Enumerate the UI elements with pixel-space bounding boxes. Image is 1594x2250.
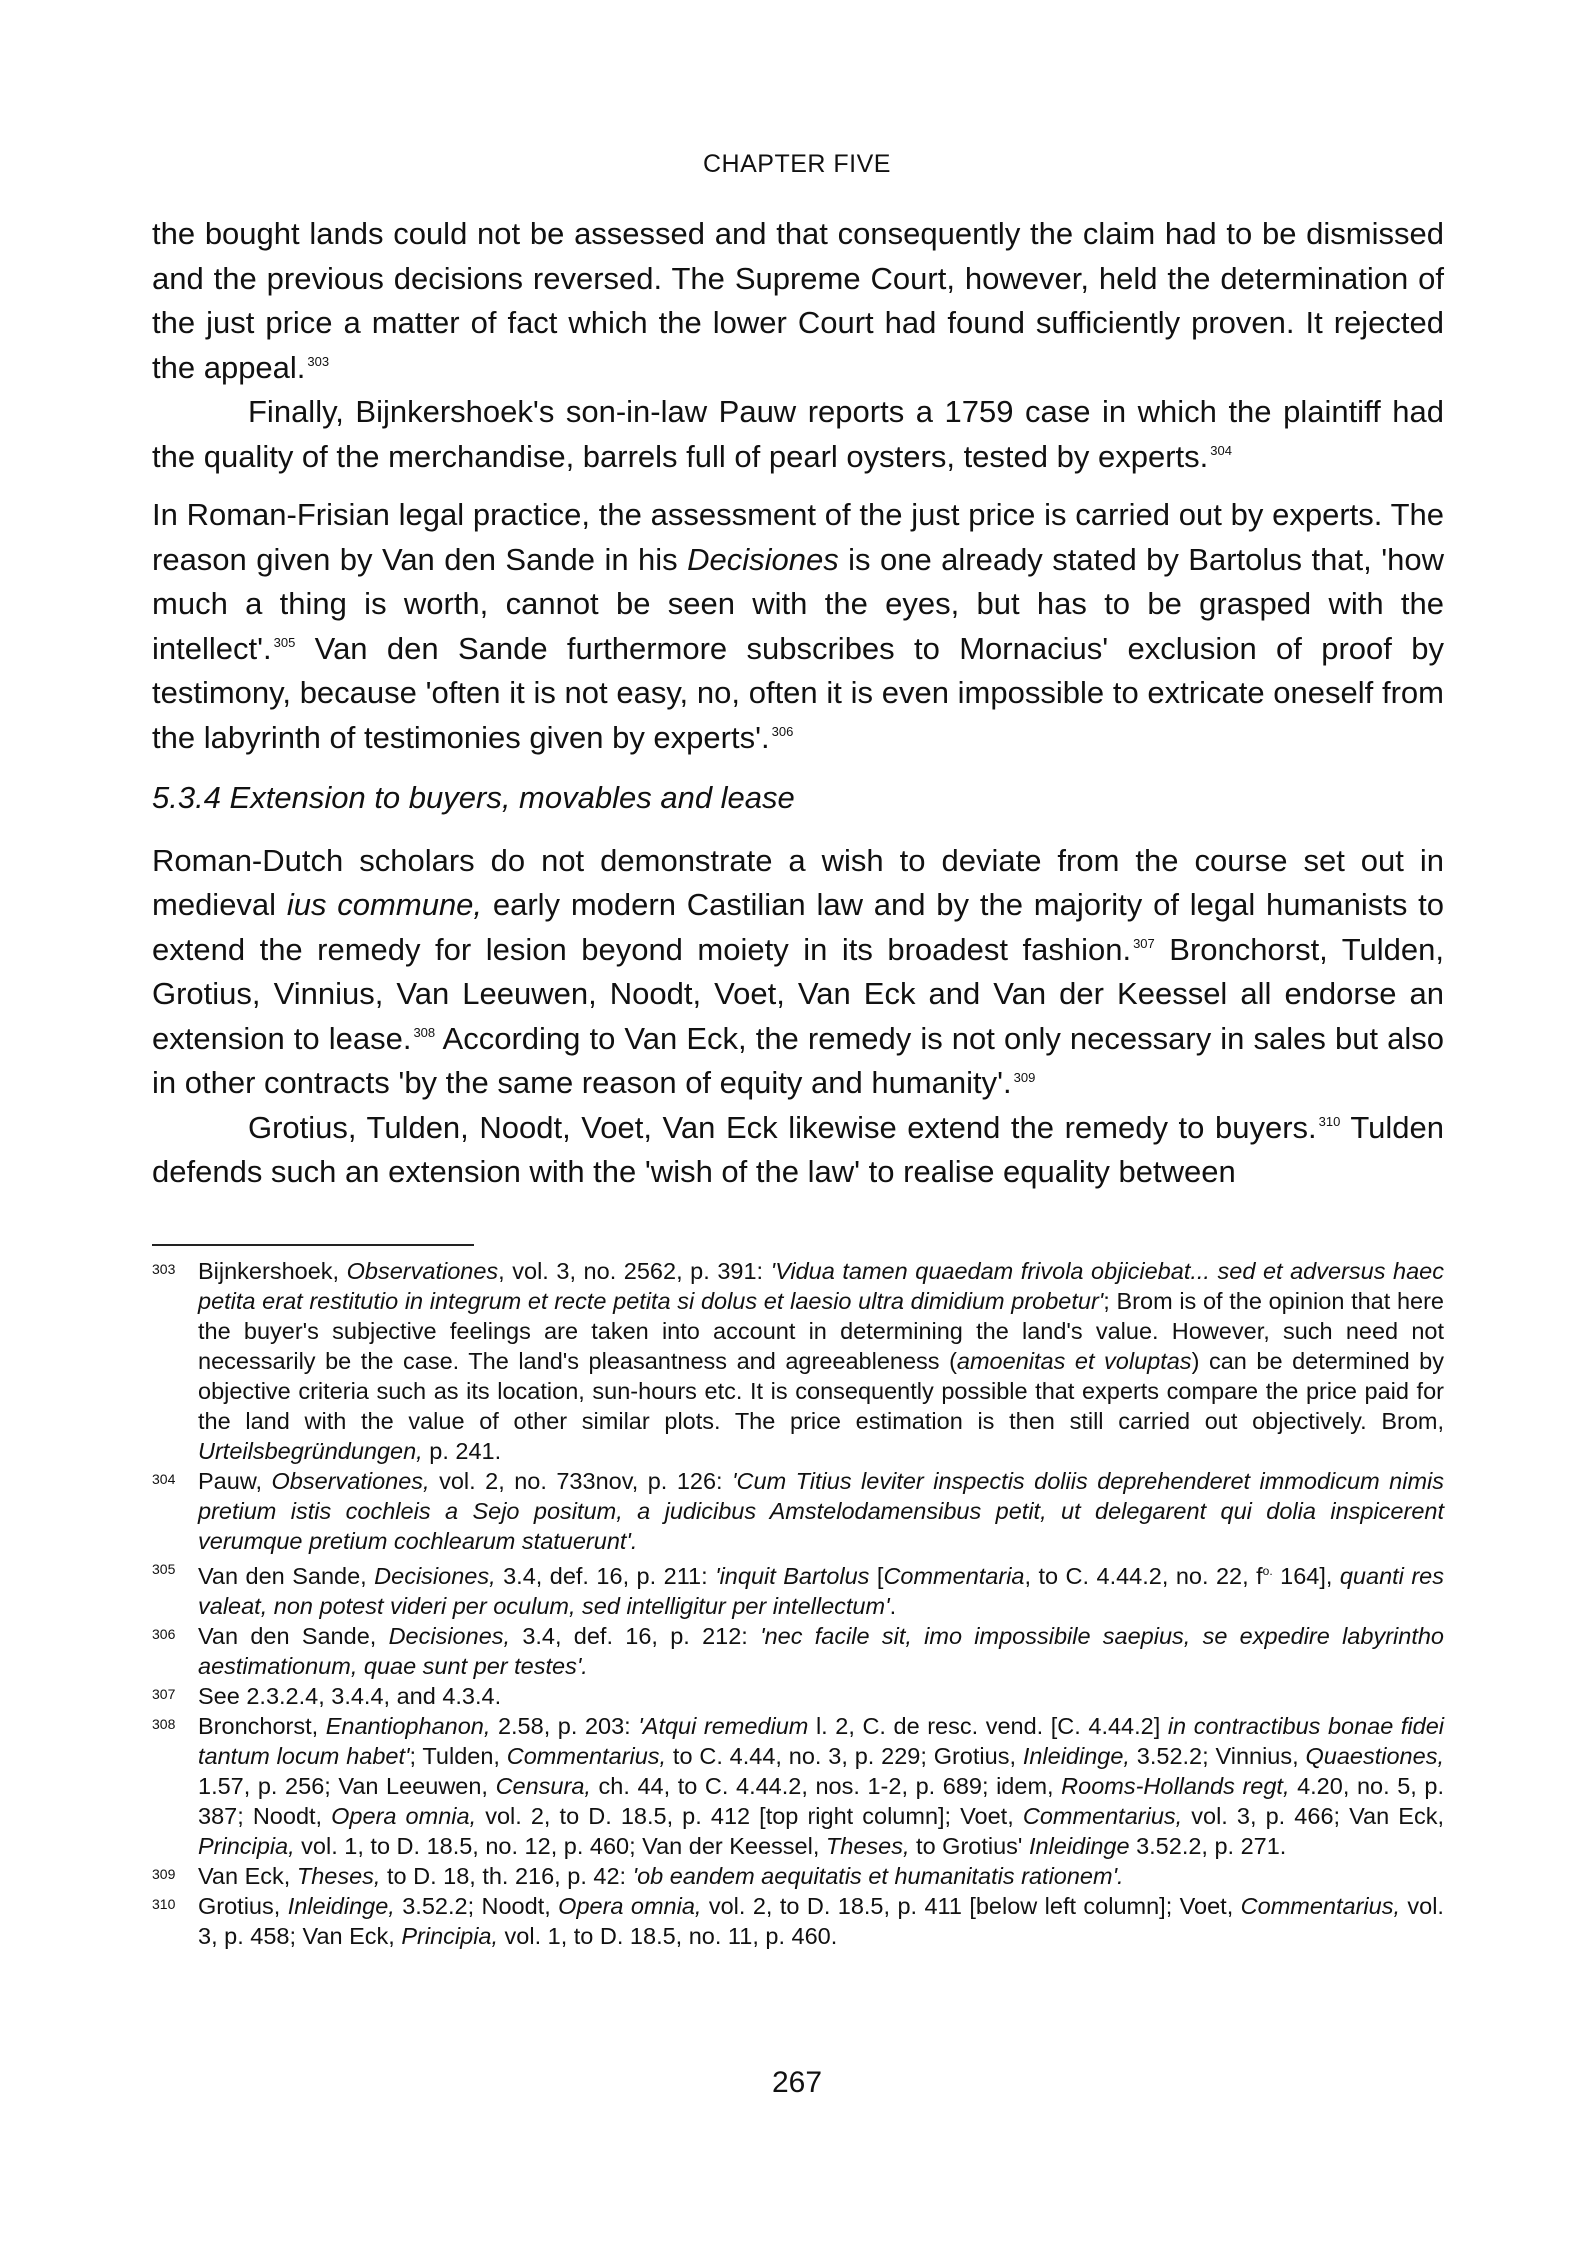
paragraph-1 xyxy=(152,212,1444,390)
running-header: CHAPTER FIVE xyxy=(703,150,891,178)
paragraph-3 xyxy=(152,493,1444,760)
footnote-number: 310 xyxy=(152,1895,176,1912)
footnote-separator xyxy=(152,1244,474,1246)
footnote-308: 308 Bronchorst, Enantiophanon, 2.58, p. 203: 'Atqui remedium l. 2, C. de resc. vend. [C. 4.44.2] in contractibus bonae fidei tantum locum habet'; Tulden, Commentarius, to C. 4.44, no. 3, p. 229; Grotius, Inleidinge, 3.52.2; Vinnius, Quaestiones, 1.57, p. 256; Van Leeuwen, Censura, ch. 44, to C. 4.44.2, nos. 1-2, p. 689; idem, Rooms-Hollands regt, 4.20, no. 5, p. 387; Noodt, Opera omnia, vol. 2, to D. 18.5, p. 412 [top right column]; Voet, Commentarius, vol. 3, p. 466; Van Eck, Principia, vol. 1, to D. 18.5, no. 12, p. 460; Van der Keessel, Theses, to Grotius' Inleidinge 3.52.2, p. 271. xyxy=(152,1711,1444,1861)
footnote-303: 303 Bijnkershoek, Observationes, vol. 3, no. 2562, p. 391: 'Vidua tamen quaedam frivola objiciebat... sed et adversus haec petita erat restitutio in integrum et recte petita si dolus et laesio ultra dimidium probetur'; Brom is of the opinion that here the buyer's subjective feelings are taken into account in determining the land's value. However, such need not necessarily be the case. The land's pleasantness and agreeableness (amoenitas et voluptas) can be determined by objective criteria such as its location, sun-hours etc. It is consequently possible that experts compare the price paid for the land with the value of other similar plots. The price estimation is then still carried out objectively. Brom, Urteilsbegründungen, p. 241. xyxy=(152,1256,1444,1466)
footnote-number: 309 xyxy=(152,1865,176,1882)
footnote-number: 304 xyxy=(152,1471,176,1487)
paragraph-2 xyxy=(152,390,1444,479)
italic-title: Decisiones xyxy=(687,541,839,577)
paragraph-text: is one already stated by Bartolus that, 'how much a thing is worth, cannot be seen with the eyes, but has to be grasped with the intellect'. xyxy=(152,541,1444,666)
footnote-number: 305 xyxy=(152,1561,176,1577)
footnote-310: 310 Grotius, Inleidinge, 3.52.2; Noodt, Opera omnia, vol. 2, to D. 18.5, p. 411 [below left column]; Voet, Commentarius, vol. 3, p. 458; Van Eck, Principia, vol. 1, to D. 18.5, no. 11, p. 460. xyxy=(152,1891,1444,1951)
footnote-ref-306[interactable]: 306 xyxy=(771,724,794,740)
footnote-ref-309[interactable]: 309 xyxy=(1013,1069,1036,1085)
paragraph-text: Tulden defends such an extension with the 'wish of the law' to realise equality between xyxy=(152,1109,1444,1189)
footnote-306: 306 Van den Sande, Decisiones, 3.4, def. 16, p. 212: 'nec facile sit, imo impossibile saepius, se expedire labyrintho aestimationum, quae sunt per testes'. xyxy=(152,1621,1444,1681)
italic-term: ius commune, xyxy=(286,887,483,922)
footnote-ref-308[interactable]: 308 xyxy=(413,1025,436,1041)
footnote-number: 308 xyxy=(152,1715,176,1732)
paragraph-text: Roman-Dutch scholars do not demonstrate a wish to deviate from the course set out in medieval xyxy=(152,842,1444,922)
footnote-number: 307 xyxy=(152,1685,176,1702)
footnote-number: 303 xyxy=(152,1261,176,1277)
footnote-ref-310[interactable]: 310 xyxy=(1318,1114,1341,1130)
paragraph-text: early modern Castilian law and by the majority of legal humanists to extend the remedy for lesion beyond moiety in its broadest fashion. xyxy=(152,887,1444,967)
footnote-305: 305 Van den Sande, Decisiones, 3.4, def. 16, p. 211: 'inquit Bartolus [Commentaria, to C. 4.44.2, no. 22, $f^{o.}$ 164], quanti res valeat, non potest videri per oculum, sed intelligitur per intellectum'. xyxy=(152,1556,1444,1621)
paragraph-text: Grotius, Tulden, Noodt, Voet, Van Eck likewise extend the remedy to buyers. xyxy=(248,1109,1317,1145)
main-text xyxy=(152,212,1444,1195)
footnote-number: 306 xyxy=(152,1625,176,1642)
paragraph-text: Van den Sande furthermore subscribes to Mornacius' exclusion of proof by testimony, because 'often it is not easy, no, often it is even impossible to extricate oneself from the labyrinth of testimonies given by experts'. xyxy=(152,630,1444,755)
footnote-ref-304[interactable]: 304 xyxy=(1210,443,1232,459)
paragraph-4 xyxy=(152,839,1444,1106)
footnote-ref-307[interactable]: 307 xyxy=(1133,936,1155,952)
paragraph-text: In Roman-Frisian legal practice, the assessment of the just price is carried out by experts. The reason given by Van den Sande in his xyxy=(152,497,1444,577)
footnote-304: 304 Pauw, Observationes, vol. 2, no. 733nov, p. 126: 'Cum Titius leviter inspectis doliis deprehenderet immodicum nimis pretium istis cochleis a Sejo positum, a judicibus Amstelodamensibus petit, ut delegarent qui dolia inspicerent verumque pretium cochlearum statuerunt'. xyxy=(152,1466,1444,1556)
footnote-307: 307 See 2.3.2.4, 3.4.4, and 4.3.4. xyxy=(152,1681,1444,1711)
paragraph-text: Finally, Bijnkershoek's son-in-law Pauw reports a 1759 case in which the plaintiff had the quality of the merchandise, barrels full of pearl oysters, tested by experts. xyxy=(152,394,1444,474)
footnote-ref-305[interactable]: 305 xyxy=(273,635,296,651)
footnotes xyxy=(152,1256,1444,1951)
paragraph-text: Bronchorst, Tulden, Grotius, Vinnius, Van Leeuwen, Noodt, Voet, Van Eck and Van der Keessel all endorse an extension to lease. xyxy=(152,931,1444,1056)
paragraph-5 xyxy=(152,1106,1444,1195)
footnote-309: 309 Van Eck, Theses, to D. 18, th. 216, p. 42: 'ob eandem aequitatis et humanitatis rationem'. xyxy=(152,1861,1444,1891)
paragraph-text: the bought lands could not be assessed and that consequently the claim had to be dismissed and the previous decisions reversed. The Supreme Court, however, held the determination of the just price a matter of fact which the lower Court had found sufficiently proven. It rejected the appeal. xyxy=(152,216,1444,385)
section-heading: 5.3.4 Extension to buyers, movables and lease xyxy=(152,780,795,815)
footnote-ref-303[interactable]: 303 xyxy=(307,354,330,370)
paragraph-text: According to Van Eck, the remedy is not only necessary in sales but also in other contracts 'by the same reason of equity and humanity'. xyxy=(152,1020,1444,1100)
page-number: 267 xyxy=(771,2066,823,2099)
